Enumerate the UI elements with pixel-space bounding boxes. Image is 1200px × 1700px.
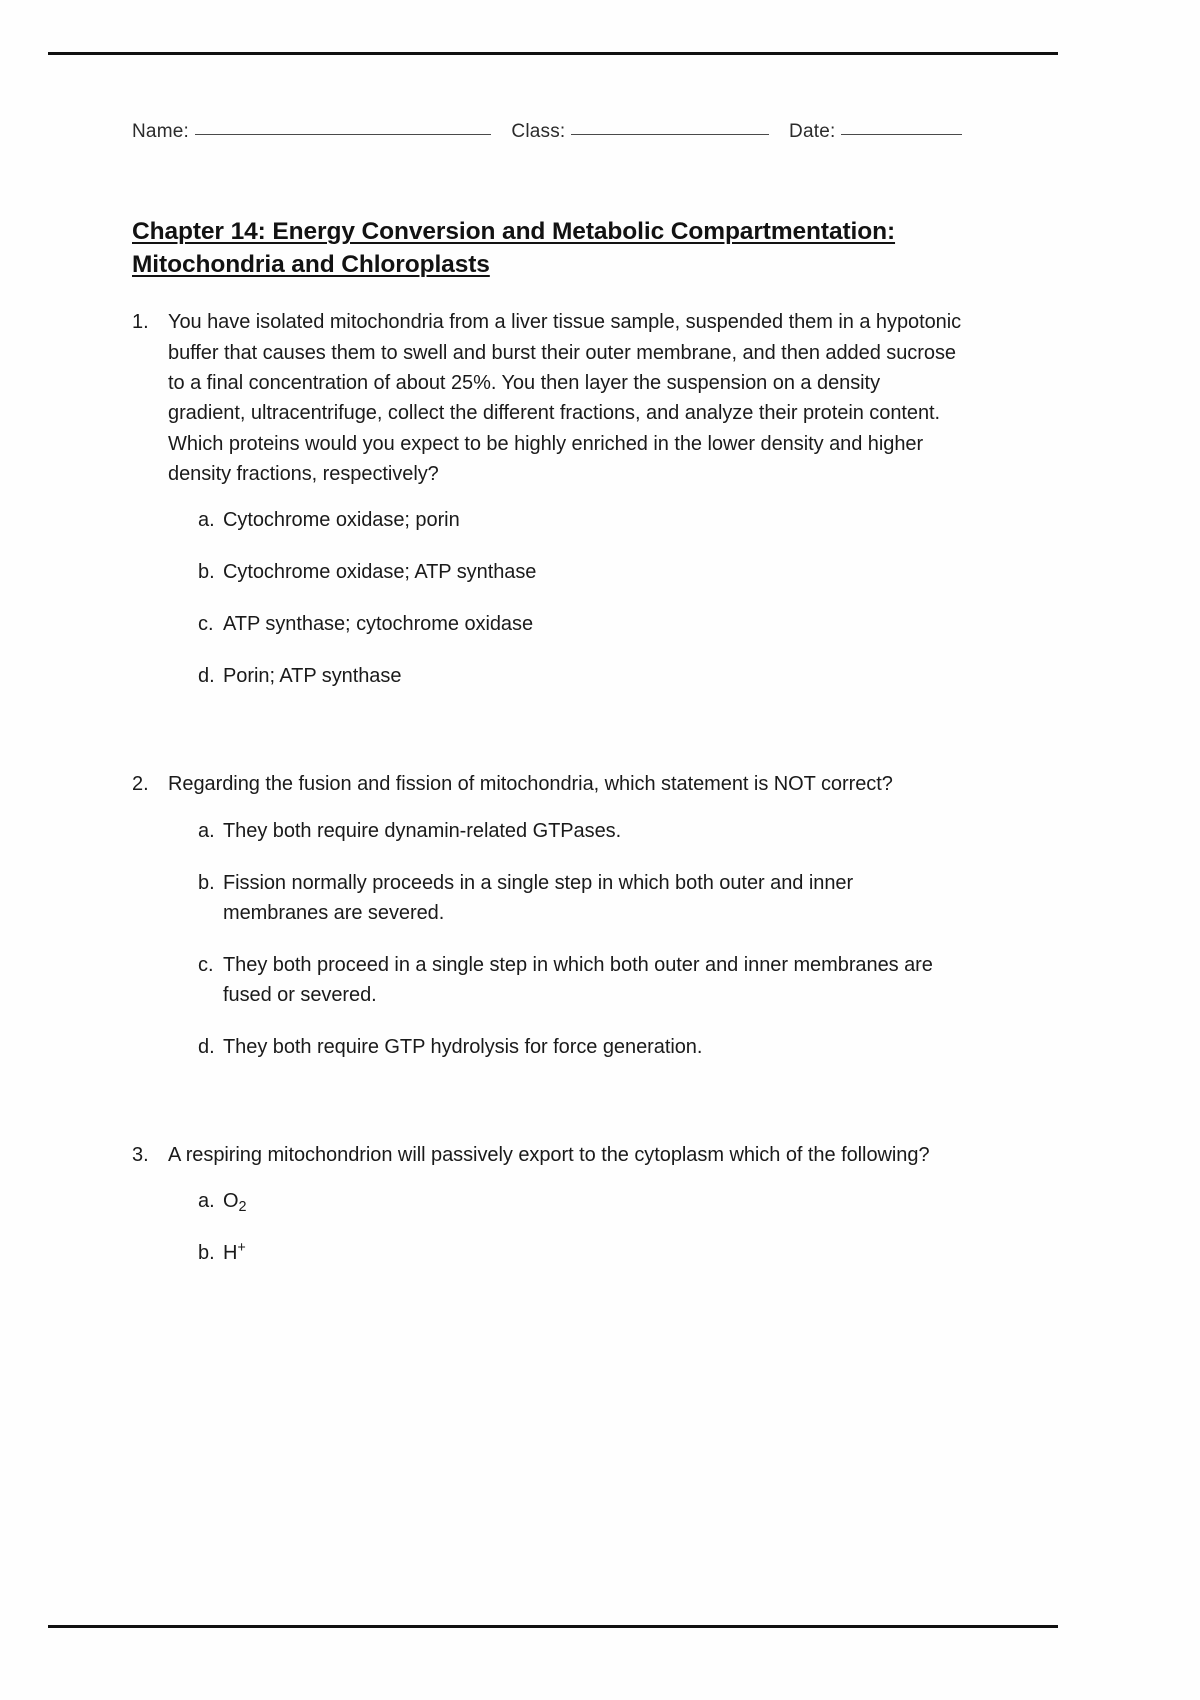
option-letter: a. (198, 819, 215, 842)
option-item[interactable] (198, 950, 962, 1010)
name-input-blank[interactable] (195, 116, 491, 135)
option-text-superscript: + (237, 1240, 246, 1257)
document-content (132, 118, 962, 1290)
option-letter: b. (198, 1242, 215, 1265)
page-bottom-rule (48, 1625, 1058, 1628)
option-item[interactable] (198, 609, 962, 639)
option-text: Fission normally proceeds in a single step in which both outer and inner membranes are severed. (223, 871, 854, 924)
option-letter: b. (198, 561, 215, 584)
option-item[interactable] (198, 1032, 962, 1062)
question-list (132, 307, 962, 1268)
option-text: Cytochrome oxidase; ATP synthase (223, 561, 537, 584)
question-spacer (132, 1084, 962, 1140)
page-title-line-2: Mitochondria and Chloroplasts (132, 251, 490, 279)
class-label: Class: (511, 121, 566, 142)
option-item[interactable] (198, 816, 962, 846)
page-title (132, 215, 962, 281)
option-item[interactable] (198, 1238, 962, 1268)
option-text: ATP synthase; cytochrome oxidase (223, 613, 534, 636)
question-text: You have isolated mitochondria from a liver tissue sample, suspended them in a hypotonic buffer that causes them to swell and burst their outer membrane, and then added sucrose to a final concentration of about 25%. You then layer the suspension on a density gradient, ultracentrifuge, collect the different fractions, and analyze their protein content. Which proteins would you expect to be highly enriched in the lower density and higher density fractions, respectively? (168, 311, 962, 486)
option-list (198, 1186, 962, 1268)
name-class-date-row (132, 118, 962, 143)
question-item (132, 769, 962, 799)
option-text: They both require dynamin-related GTPases. (223, 819, 622, 842)
class-input-blank[interactable] (571, 116, 769, 135)
option-text (223, 1238, 962, 1268)
option-item[interactable] (198, 868, 962, 928)
option-letter: a. (198, 1190, 215, 1213)
option-item[interactable] (198, 1186, 962, 1216)
option-item[interactable] (198, 557, 962, 587)
option-text (223, 1186, 962, 1216)
question-number: 1. (132, 311, 149, 334)
page-title-line-1: Chapter 14: Energy Conversion and Metabolic Compartmentation: (132, 218, 896, 245)
option-text: Porin; ATP synthase (223, 665, 402, 688)
question-number: 3. (132, 1143, 149, 1166)
question-item (132, 307, 962, 489)
option-letter: d. (198, 1035, 215, 1058)
question-text: Regarding the fusion and fission of mitochondria, which statement is NOT correct? (168, 773, 893, 796)
option-letter: d. (198, 665, 215, 688)
name-label: Name: (132, 121, 189, 142)
option-text: They both proceed in a single step in which both outer and inner membranes are fused or severed. (223, 953, 933, 1006)
option-text-subscript: 2 (238, 1199, 247, 1216)
option-text-base: H (223, 1242, 238, 1265)
option-letter: b. (198, 871, 215, 894)
option-text-base: O (223, 1190, 239, 1213)
date-label: Date: (789, 121, 836, 142)
option-text: Cytochrome oxidase; porin (223, 509, 460, 532)
option-text: They both require GTP hydrolysis for force generation. (223, 1035, 703, 1058)
option-letter: c. (198, 953, 214, 976)
option-letter: a. (198, 509, 215, 532)
question-text: A respiring mitochondrion will passively export to the cytoplasm which of the following? (168, 1143, 930, 1166)
option-list (198, 505, 962, 691)
page-top-rule (48, 52, 1058, 55)
option-letter: c. (198, 613, 214, 636)
question-number: 2. (132, 773, 149, 796)
option-item[interactable] (198, 505, 962, 535)
question-item (132, 1140, 962, 1170)
option-item[interactable] (198, 661, 962, 691)
question-spacer (132, 713, 962, 769)
date-input-blank[interactable] (841, 116, 962, 135)
option-list (198, 816, 962, 1062)
